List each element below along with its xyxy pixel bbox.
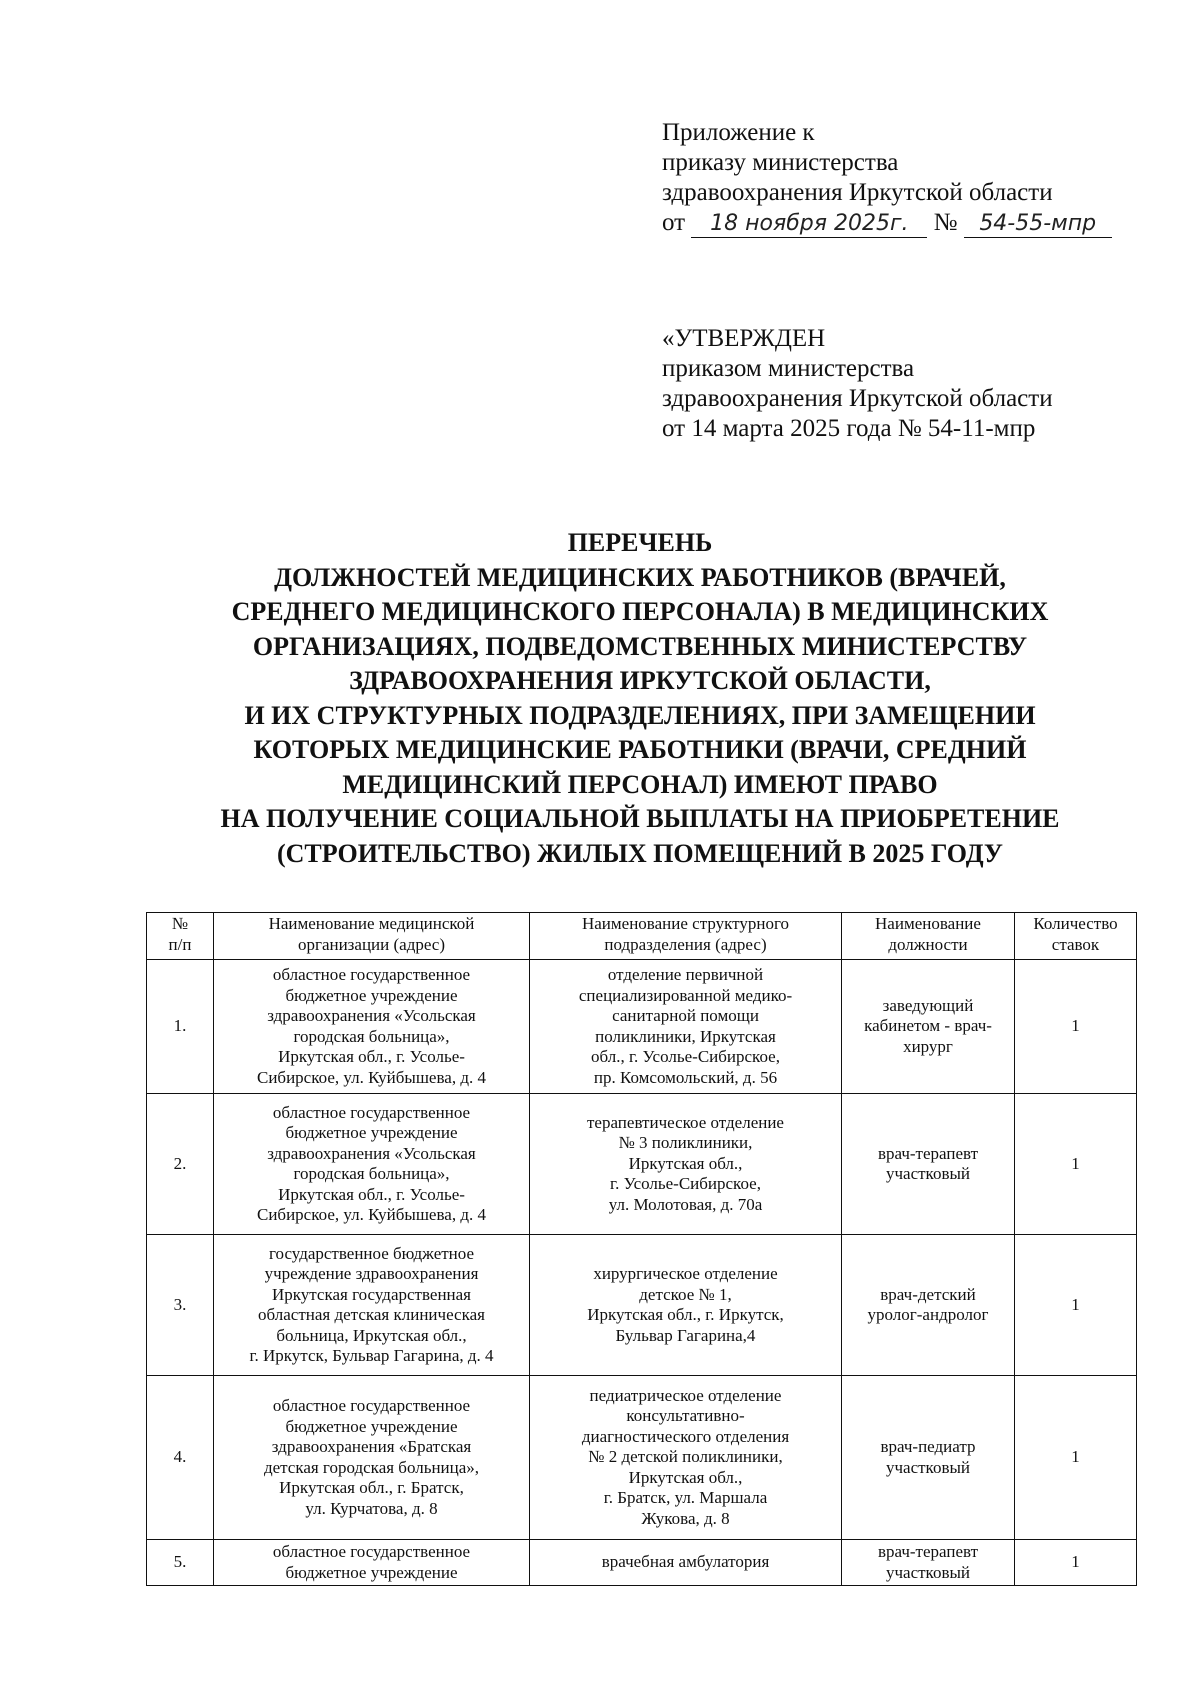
cell-rates: 1: [1015, 1094, 1137, 1235]
cell-rates: 1: [1015, 1235, 1137, 1376]
cell-organization: областное государственное бюджетное учреждение здравоохранения «Усольская городская больница», Иркутская обл., г. Усолье- Сибирское, ул. Куйбышева, д. 4: [214, 960, 530, 1094]
header-num: № п/п: [147, 913, 214, 960]
appendix-date-handwritten: 18 ноября 2025г.: [691, 211, 927, 238]
appendix-header: [662, 118, 1112, 238]
approved-line-2: приказом министерства: [662, 355, 915, 382]
cell-organization: областное государственное бюджетное учреждение здравоохранения «Усольская городская больница», Иркутская обл., г. Усолье- Сибирское, ул. Куйбышева, д. 4: [214, 1094, 530, 1235]
appendix-number-handwritten: 54-55-мпр: [964, 211, 1112, 238]
approved-line-4: от 14 марта 2025 года № 54-11-мпр: [662, 415, 1036, 442]
appendix-line-1: Приложение к: [662, 119, 815, 146]
table-row: [147, 1235, 1137, 1376]
positions-table: [146, 912, 1137, 1586]
cell-num: 3.: [147, 1235, 214, 1376]
header-rates: Количество ставок: [1015, 913, 1137, 960]
header-organization: Наименование медицинской организации (адрес): [214, 913, 530, 960]
cell-organization: областное государственное бюджетное учреждение: [214, 1540, 530, 1586]
approved-line-1: «УТВЕРЖДЕН: [662, 325, 826, 352]
title-line: ПЕРЕЧЕНЬ: [567, 528, 713, 557]
cell-position: врач-терапевт участковый: [842, 1094, 1015, 1235]
cell-rates: 1: [1015, 1376, 1137, 1540]
cell-num: 2.: [147, 1094, 214, 1235]
title-line: И ИХ СТРУКТУРНЫХ ПОДРАЗДЕЛЕНИЯХ, ПРИ ЗАМЕЩЕНИИ: [244, 700, 1036, 730]
approved-header: [662, 324, 1053, 444]
cell-rates: 1: [1015, 960, 1137, 1094]
cell-num: 1.: [147, 960, 214, 1094]
cell-position: врач-терапевт участковый: [842, 1540, 1015, 1586]
title-line: ЗДРАВООХРАНЕНИЯ ИРКУТСКОЙ ОБЛАСТИ,: [349, 666, 931, 695]
cell-position: врач-детский уролог-андролог: [842, 1235, 1015, 1376]
table-header-row: [147, 913, 1137, 960]
cell-num: 5.: [147, 1540, 214, 1586]
cell-unit: педиатрическое отделение консультативно- диагностического отделения № 2 детской поликлиники, Иркутская обл., г. Братск, ул. Маршала Жукова, д. 8: [530, 1376, 842, 1540]
cell-rates: 1: [1015, 1540, 1137, 1586]
cell-num: 4.: [147, 1376, 214, 1540]
cell-unit: терапевтическое отделение № 3 поликлиники, Иркутская обл., г. Усолье-Сибирское, ул. Молотовая, д. 70а: [530, 1094, 842, 1235]
cell-unit: хирургическое отделение детское № 1, Иркутская обл., г. Иркутск, Бульвар Гагарина,4: [530, 1235, 842, 1376]
header-unit: Наименование структурного подразделения (адрес): [530, 913, 842, 960]
cell-unit: отделение первичной специализированной медико- санитарной помощи поликлиники, Иркутская обл., г. Усолье-Сибирское, пр. Комсомольский, д. 56: [530, 960, 842, 1094]
title-line: НА ПОЛУЧЕНИЕ СОЦИАЛЬНОЙ ВЫПЛАТЫ НА ПРИОБРЕТЕНИЕ: [220, 804, 1060, 833]
cell-position: заведующий кабинетом - врач- хирург: [842, 960, 1015, 1094]
title-line: КОТОРЫХ МЕДИЦИНСКИЕ РАБОТНИКИ (ВРАЧИ, СРЕДНИЙ: [253, 735, 1027, 764]
appendix-date-line: [662, 208, 1112, 238]
table-row: [147, 1376, 1137, 1540]
title-line: (СТРОИТЕЛЬСТВО) ЖИЛЫХ ПОМЕЩЕНИЙ В 2025 ГОДУ: [276, 838, 1003, 868]
approved-line-3: здравоохранения Иркутской области: [662, 385, 1053, 412]
title-line: ДОЛЖНОСТЕЙ МЕДИЦИНСКИХ РАБОТНИКОВ (ВРАЧЕЙ,: [274, 562, 1006, 592]
table-row: [147, 1540, 1137, 1586]
title-line: ОРГАНИЗАЦИЯХ, ПОДВЕДОМСТВЕННЫХ МИНИСТЕРСТВУ: [252, 631, 1028, 661]
cell-position: врач-педиатр участковый: [842, 1376, 1015, 1540]
appendix-line-2: приказу министерства: [662, 149, 899, 176]
title-line: СРЕДНЕГО МЕДИЦИНСКОГО ПЕРСОНАЛА) В МЕДИЦИНСКИХ: [231, 597, 1049, 626]
title-line: МЕДИЦИНСКИЙ ПЕРСОНАЛ) ИМЕЮТ ПРАВО: [342, 769, 938, 799]
cell-organization: областное государственное бюджетное учреждение здравоохранения «Братская детская городская больница», Иркутская обл., г. Братск, ул. Курчатова, д. 8: [214, 1376, 530, 1540]
appendix-line-3: здравоохранения Иркутской области: [662, 179, 1053, 206]
document-title: [160, 526, 1120, 871]
table-row: [147, 1094, 1137, 1235]
table-row: [147, 960, 1137, 1094]
appendix-number-label: №: [933, 209, 958, 236]
cell-unit: врачебная амбулатория: [530, 1540, 842, 1586]
header-position: Наименование должности: [842, 913, 1015, 960]
appendix-from-label: от: [662, 209, 686, 236]
cell-organization: государственное бюджетное учреждение здравоохранения Иркутская государственная областная детская клиническая больница, Иркутская обл., г. Иркутск, Бульвар Гагарина, д. 4: [214, 1235, 530, 1376]
